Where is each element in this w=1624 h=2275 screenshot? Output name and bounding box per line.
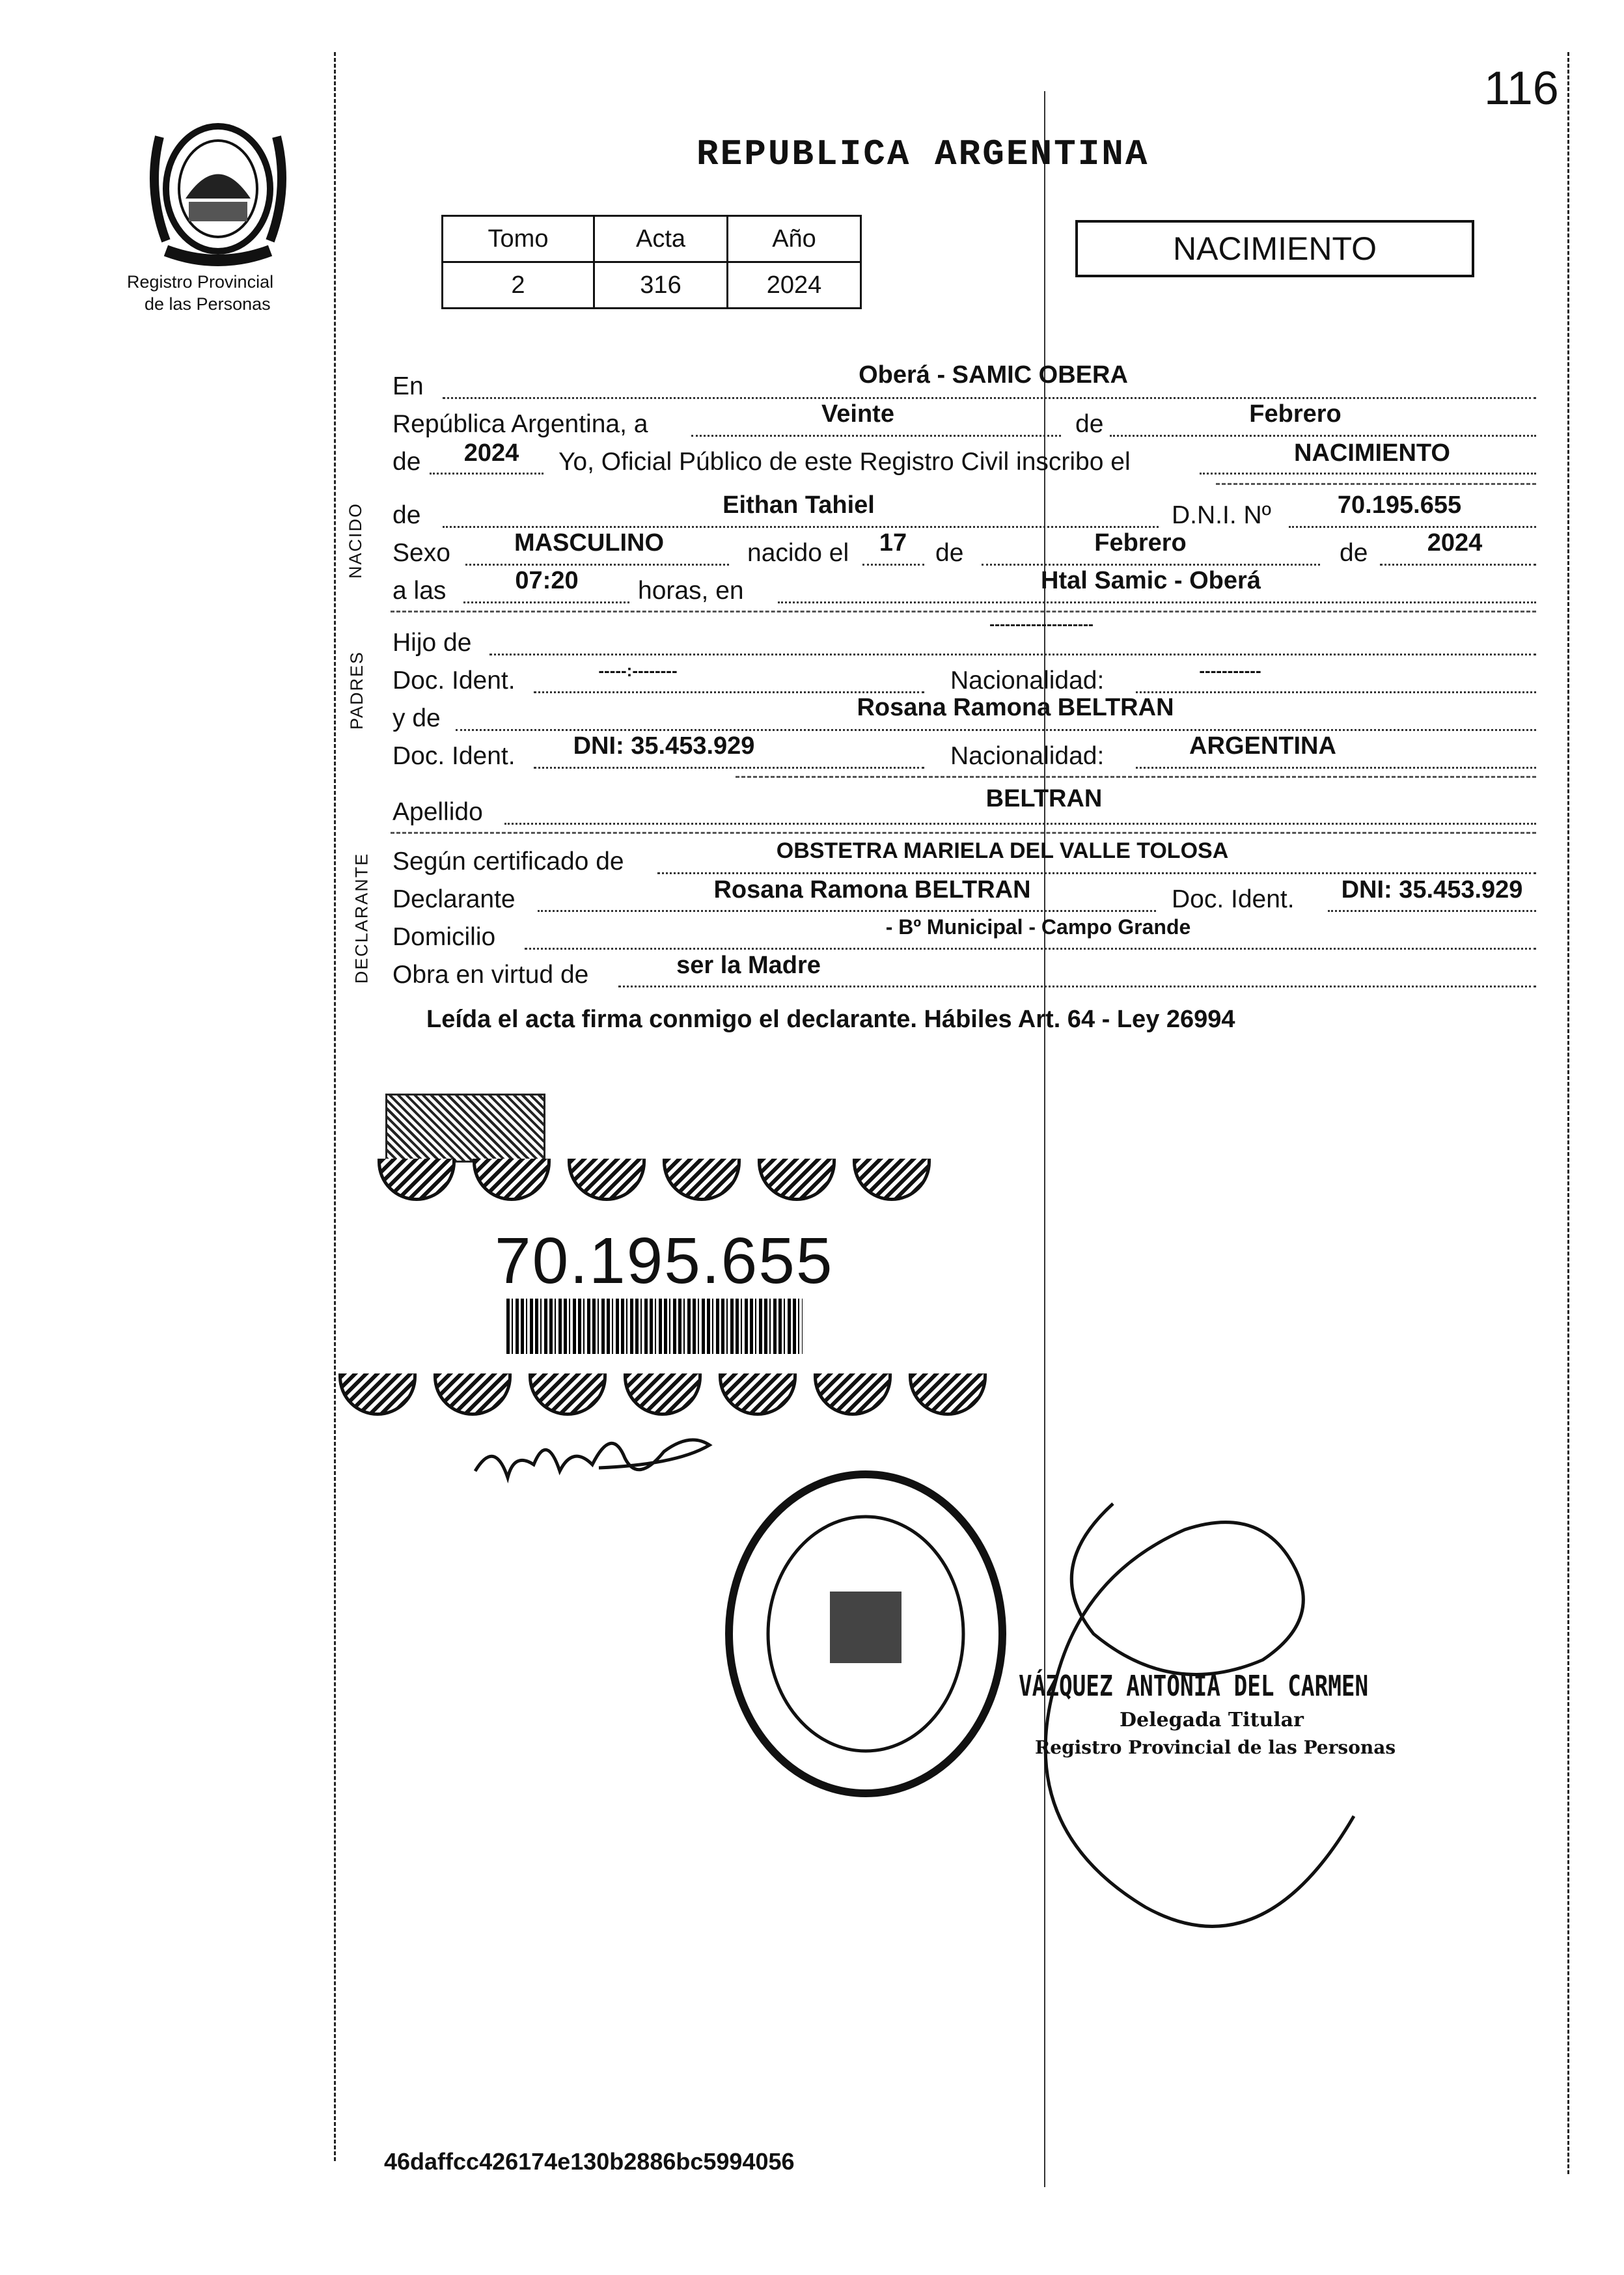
label-doc-ident-2: Doc. Ident.	[392, 742, 516, 770]
dots-certificado	[657, 872, 1536, 874]
official-round-stamp	[716, 1465, 1015, 1806]
tomo-value: 2	[443, 262, 594, 309]
dots-mes	[1110, 435, 1536, 437]
label-de-2: de	[392, 448, 421, 476]
value-nombre: Eithan Tahiel	[723, 491, 875, 519]
dots-tipo	[1200, 473, 1536, 475]
label-nacido-el: nacido el	[747, 539, 849, 567]
value-madre-nac: ARGENTINA	[1189, 732, 1336, 760]
page-number: 116	[1484, 62, 1559, 115]
label-de-4: de	[935, 539, 964, 567]
tomo-header: Tomo	[443, 216, 594, 262]
acta-header: Acta	[594, 216, 728, 262]
label-y-de: y de	[392, 704, 441, 732]
declarant-signature	[469, 1419, 716, 1507]
doc-type-label: NACIMIENTO	[1173, 230, 1377, 267]
value-tipo: NACIMIENTO	[1294, 439, 1450, 467]
logo-caption-line1: Registro Provincial	[127, 272, 274, 292]
label-de-3: de	[392, 501, 421, 529]
value-domicilio: - Bº Municipal - Campo Grande	[885, 915, 1191, 939]
dots-domicilio	[525, 948, 1536, 950]
dots-padre	[489, 654, 1536, 655]
label-hijo-de: Hijo de	[392, 629, 472, 657]
value-padre: --------------------	[989, 616, 1094, 633]
separator-1	[1216, 483, 1536, 485]
label-a-las: a las	[392, 577, 447, 605]
label-nacionalidad-1: Nacionalidad:	[950, 667, 1105, 695]
value-apellido: BELTRAN	[985, 785, 1103, 812]
value-dni: 70.195.655	[1337, 491, 1462, 519]
separator-2	[391, 611, 1536, 613]
value-declarante-doc: DNI: 35.453.929	[1341, 876, 1523, 903]
official-name: VÁZQUEZ ANTONIA DEL CARMEN	[1019, 1670, 1369, 1703]
dots-declarante	[538, 910, 1156, 912]
label-segun-certificado: Según certificado de	[392, 848, 624, 876]
dots-lugar-nac	[778, 601, 1536, 603]
wave-strip-bottom	[338, 1373, 987, 1416]
tomo-acta-anio-table	[441, 215, 862, 309]
dots-dia-nac	[862, 564, 924, 566]
value-lugar-nac: Htal Samic - Oberá	[1041, 567, 1261, 594]
value-certificado: OBSTETRA MARIELA DEL VALLE TOLOSA	[776, 838, 1229, 863]
label-sexo: Sexo	[392, 539, 450, 567]
side-label-nacido: NACIDO	[346, 502, 366, 579]
official-role: Delegada Titular	[1120, 1709, 1304, 1731]
value-declarante: Rosana Ramona BELTRAN	[713, 876, 1031, 903]
value-padre-doc: -----:--------	[598, 661, 678, 680]
separator-3	[736, 776, 1536, 778]
dots-anio-nac	[1380, 564, 1536, 566]
document-hash: 46daffcc426174e130b2886bc5994056	[384, 2148, 795, 2175]
dots-anio	[430, 473, 544, 475]
separator-4	[391, 832, 1536, 834]
dots-madre-doc	[534, 767, 924, 769]
side-label-padres: PADRES	[347, 650, 367, 730]
value-obra: ser la Madre	[676, 952, 821, 979]
province-seal-logo	[140, 111, 296, 267]
acta-value: 316	[594, 262, 728, 309]
anio-value: 2024	[728, 262, 861, 309]
value-anio-nac: 2024	[1427, 529, 1483, 557]
value-dia-letras: Veinte	[821, 400, 894, 428]
label-doc-ident-1: Doc. Ident.	[392, 667, 516, 695]
side-label-declarante: DECLARANTE	[351, 852, 372, 984]
label-en: En	[392, 372, 424, 400]
label-apellido: Apellido	[392, 798, 483, 826]
value-dia-nac: 17	[879, 529, 907, 557]
dots-nombre	[443, 526, 1159, 528]
wave-strip-top	[378, 1159, 931, 1201]
barcode	[506, 1299, 803, 1354]
value-mes-nac: Febrero	[1094, 529, 1187, 557]
official-org: Registro Provincial de las Personas	[1035, 1737, 1396, 1758]
label-nacionalidad-2: Nacionalidad:	[950, 742, 1105, 770]
dots-sexo	[465, 564, 729, 566]
dots-mes-nac	[982, 564, 1320, 566]
sticker-dni-number: 70.195.655	[495, 1224, 834, 1297]
value-mes: Febrero	[1249, 400, 1342, 428]
dots-madre-nac	[1136, 767, 1536, 769]
anio-header: Año	[728, 216, 861, 262]
dots-dia	[691, 435, 1061, 437]
left-margin-line	[334, 52, 336, 2161]
value-padre-nac: -----------	[1199, 661, 1261, 680]
value-lugar: Oberá - SAMIC OBERA	[859, 361, 1128, 389]
label-de-1: de	[1075, 410, 1104, 438]
label-declarante: Declarante	[392, 885, 516, 913]
doc-type-box	[1075, 220, 1474, 277]
label-doc-ident-3: Doc. Ident.	[1172, 885, 1295, 913]
dots-apellido	[504, 823, 1536, 825]
dots-padre-doc	[534, 691, 924, 693]
document-title: REPUBLICA ARGENTINA	[696, 133, 1149, 175]
label-dni: D.N.I. Nº	[1172, 501, 1271, 529]
right-margin-line	[1567, 52, 1569, 2174]
dots-obra	[618, 986, 1536, 987]
label-domicilio: Domicilio	[392, 923, 496, 951]
label-republica: República Argentina, a	[392, 410, 648, 438]
dots-hora	[463, 601, 629, 603]
value-madre-doc: DNI: 35.453.929	[573, 732, 755, 760]
dots-en	[443, 397, 1536, 399]
label-yo-oficial: Yo, Oficial Público de este Registro Civil inscribo el	[558, 448, 1131, 476]
label-obra-en-virtud: Obra en virtud de	[392, 961, 589, 989]
dots-declarante-doc	[1328, 910, 1536, 912]
dots-madre	[456, 729, 1536, 731]
value-madre: Rosana Ramona BELTRAN	[857, 694, 1174, 721]
value-anio: 2024	[463, 439, 519, 467]
footer-note: Leída el acta firma conmigo el declarante. Hábiles Art. 64 - Ley 26994	[426, 1006, 1235, 1033]
dots-dni	[1289, 526, 1536, 528]
value-hora: 07:20	[515, 567, 579, 594]
value-sexo: MASCULINO	[514, 529, 665, 557]
security-pattern-top	[385, 1094, 545, 1163]
label-de-5: de	[1340, 539, 1368, 567]
label-horas-en: horas, en	[638, 577, 744, 605]
dots-padre-nac	[1136, 691, 1536, 693]
logo-caption-line2: de las Personas	[145, 294, 271, 314]
